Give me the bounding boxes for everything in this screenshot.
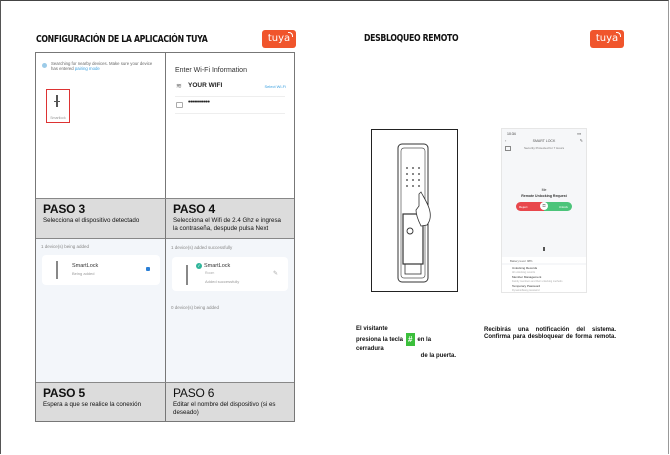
door-lock-illustration	[371, 129, 458, 292]
smart-lock-drawing	[372, 130, 456, 290]
grid-divider	[36, 382, 294, 383]
step3-number: PASO 3	[43, 202, 85, 216]
tuya-logo-text: tuya	[267, 33, 291, 44]
visitor-caption	[356, 326, 456, 360]
protected-status: Security Protected for 7 Hours	[524, 146, 565, 150]
grid-divider	[165, 53, 166, 421]
tuya-logo	[262, 30, 296, 48]
lock-thumb-icon	[543, 247, 545, 251]
caption-line2b: en la cerradura	[356, 337, 432, 352]
menu-item-temp-password[interactable]: Temporary Password Dynamic/Easy password	[512, 284, 541, 292]
wifi-icon: ≋	[176, 83, 182, 90]
select-wifi-link[interactable]: Select Wi-Fi	[264, 84, 286, 89]
tuya-logo	[590, 30, 624, 48]
step4-screenshot	[166, 53, 294, 198]
step6-description: Editar el nombre del dispositivo (si es deseado)	[173, 401, 276, 416]
device-status: Being added	[72, 271, 95, 276]
section-title-remote-unlock: DESBLOQUEO REMOTO	[364, 33, 459, 44]
unlock-button[interactable]: Unlock	[544, 202, 572, 211]
loading-spinner-icon	[146, 267, 150, 271]
notification-caption: Recibirás una notificación del sistema. Confirma para desbloquear de forma remota.	[484, 327, 616, 340]
searching-icon	[42, 63, 47, 68]
step5-screenshot	[36, 239, 165, 382]
lock-icon	[176, 102, 183, 108]
smartlock-thumb-icon	[56, 261, 58, 279]
status-icons: ▪▪▪	[577, 132, 581, 136]
step5-caption	[36, 382, 165, 421]
slider-key-icon[interactable]: ⚿	[540, 202, 548, 210]
step3-description: Selecciona el dispositivo detectado	[43, 217, 140, 224]
phone-menu	[502, 265, 586, 292]
grid-divider	[36, 198, 294, 199]
settings-icon[interactable]	[505, 146, 511, 151]
step6-screenshot	[166, 239, 294, 382]
caption-line2a: presiona la tecla	[356, 337, 404, 344]
device-card[interactable]	[172, 257, 288, 291]
tuya-logo-text: tuya	[595, 33, 619, 44]
back-icon[interactable]: ‹	[505, 138, 507, 143]
device-status: Added successfully	[205, 279, 240, 284]
wifi-password-input[interactable]: •••••••••••	[188, 99, 210, 106]
battery-row: Battery level: 98%	[502, 257, 586, 263]
step5-number: PASO 5	[43, 386, 85, 400]
setup-steps-grid	[35, 52, 295, 422]
edit-icon[interactable]: ✎	[579, 138, 583, 143]
room-label: Room	[205, 271, 215, 275]
reject-button[interactable]: Reject	[516, 202, 544, 211]
wifi-arc-icon	[616, 32, 621, 37]
step5-description: Espera a que se realice la conexión	[43, 401, 142, 408]
caption-line1: El visitante	[356, 326, 388, 332]
phone-header: SMART LOCK	[532, 139, 556, 143]
section-title-configuration: CONFIGURACIÓN DE LA APLICACIÓN TUYA	[36, 34, 208, 45]
device-name[interactable]: SmartLock	[204, 263, 231, 269]
pending-status: 0 device(s) being added	[171, 305, 220, 310]
step6-number: PASO 6	[173, 386, 215, 400]
adding-status: 1 device(s) being added	[41, 244, 90, 249]
requester-name: Me	[541, 188, 547, 192]
menu-item-members[interactable]: Member Management Family members and their unlocking methods	[512, 275, 563, 283]
status-time: 10:34	[507, 132, 516, 136]
wifi-arc-icon	[288, 32, 293, 37]
pairing-mode-link[interactable]: pairing mode	[74, 66, 100, 71]
device-card[interactable]	[42, 255, 160, 285]
request-title: Remote Unlocking Request	[521, 194, 567, 198]
step4-number: PASO 4	[173, 202, 215, 216]
divider	[175, 96, 285, 97]
added-status: 1 device(s) added successfully	[171, 245, 233, 250]
searching-text: Searching for nearby devices. Make sure your device has entered pairing mode	[51, 61, 153, 71]
detected-device-tile[interactable]	[46, 89, 70, 123]
caption-line3: de la puerta.	[420, 353, 456, 359]
step4-caption	[166, 198, 294, 238]
phone-notification-screenshot	[501, 128, 587, 293]
caption-line2	[356, 333, 456, 353]
step3-screenshot	[36, 53, 165, 198]
step4-description: Selecciona el Wifi de 2.4 Ghz e ingresa la contraseña, despude pulsa Next	[173, 217, 281, 232]
wifi-info-heading: Enter Wi-Fi Information	[175, 67, 247, 74]
wifi-name[interactable]: YOUR WIFI	[188, 82, 223, 89]
menu-item-records[interactable]: Unlocking Records All unlocking records	[512, 266, 538, 274]
smartlock-thumb-icon	[186, 265, 188, 285]
check-icon: ✓	[197, 263, 201, 268]
step6-caption	[166, 382, 294, 421]
step3-caption	[36, 198, 165, 238]
hash-key-icon: #	[406, 333, 415, 346]
divider	[175, 113, 285, 114]
device-name: SmartLock	[72, 263, 99, 269]
handle-icon	[54, 101, 60, 102]
device-label: Smartlock	[50, 116, 66, 120]
edit-pencil-icon[interactable]: ✎	[272, 271, 278, 277]
